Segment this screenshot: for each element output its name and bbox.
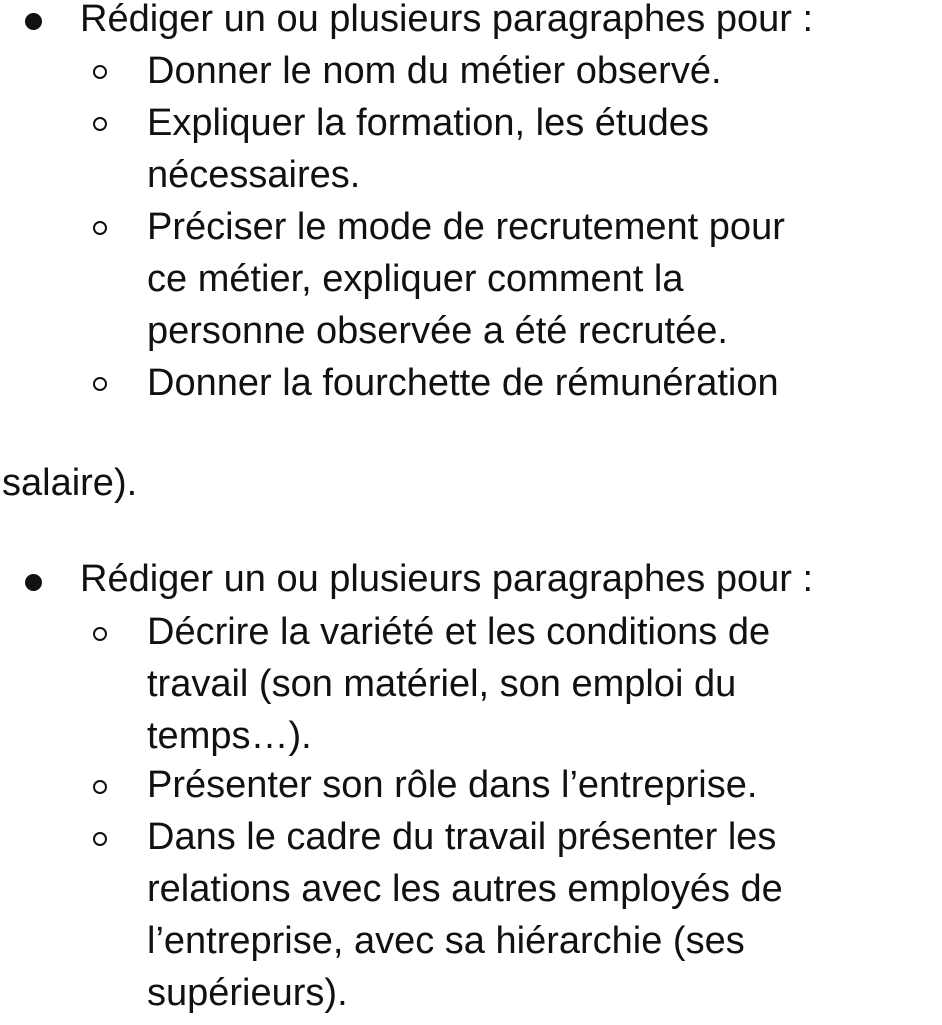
section1-item3-line3: personne observée a été recrutée. [147, 310, 728, 352]
bullet-hollow-icon [93, 832, 107, 846]
section1-item4-line1: Donner la fourchette de rémunération [147, 362, 779, 404]
section1-item2-line1: Expliquer la formation, les études [147, 102, 709, 144]
section1-item1-line1: Donner le nom du métier observé. [147, 50, 722, 92]
section2-item3-line1: Dans le cadre du travail présenter les [147, 816, 777, 858]
section2-item2-line1: Présenter son rôle dans l’entreprise. [147, 764, 758, 806]
section2-item1-line1: Décrire la variété et les conditions de [147, 611, 771, 653]
text-fragment: salaire). [2, 462, 138, 504]
section1-heading: Rédiger un ou plusieurs paragraphes pour : [80, 0, 814, 40]
bullet-hollow-icon [93, 780, 107, 794]
section2-item1-line3: temps…). [147, 715, 312, 757]
bullet-hollow-icon [93, 65, 107, 79]
bullet-filled-icon [25, 13, 42, 30]
section2-item3-line3: l’entreprise, avec sa hiérarchie (ses [147, 920, 745, 962]
section1-item2-line2: nécessaires. [147, 154, 361, 196]
bullet-hollow-icon [93, 221, 107, 235]
bullet-hollow-icon [93, 627, 107, 641]
section2-item3-line2: relations avec les autres employés de [147, 868, 783, 910]
bullet-filled-icon [25, 574, 42, 591]
section2-heading: Rédiger un ou plusieurs paragraphes pour : [80, 558, 814, 600]
section2-item1-line2: travail (son matériel, son emploi du [147, 663, 737, 705]
section1-item3-line1: Préciser le mode de recrutement pour [147, 206, 785, 248]
section1-item3-line2: ce métier, expliquer comment la [147, 258, 684, 300]
bullet-hollow-icon [93, 377, 107, 391]
section2-item3-line4: supérieurs). [147, 972, 348, 1014]
bullet-hollow-icon [93, 117, 107, 131]
